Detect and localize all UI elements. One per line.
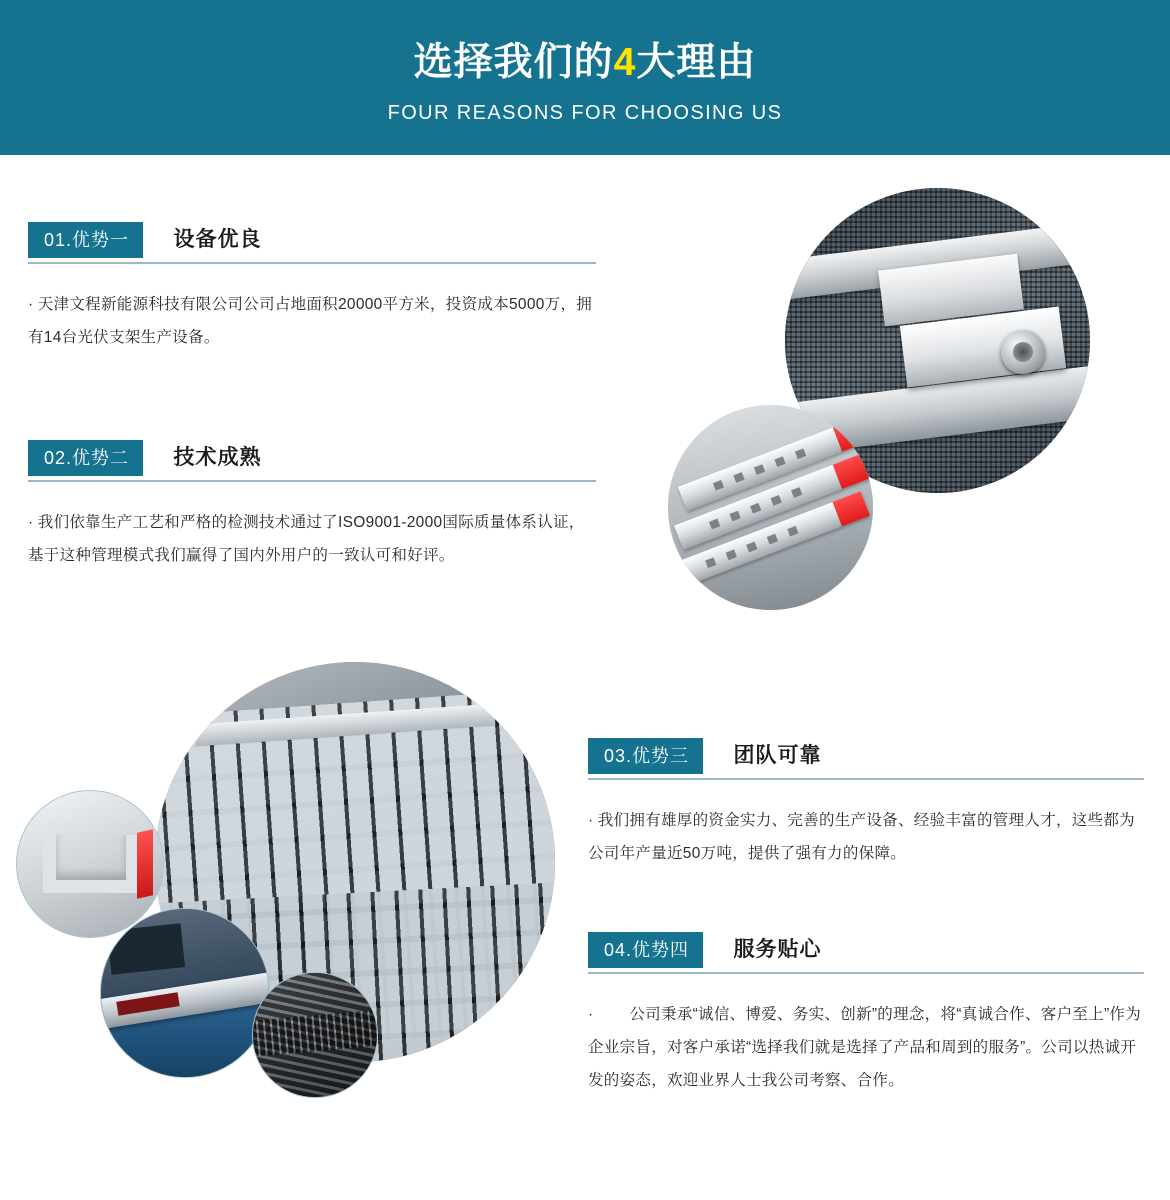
reason-2-bullet: · <box>28 514 34 531</box>
machine-housing <box>107 923 185 974</box>
reason-3-body: 我们拥有雄厚的资金实力、完善的生产设备、经验丰富的管理人才，这些都为公司年产量近50万吨，提供了强有力的保障。 <box>588 812 1135 862</box>
reason-3-body-wrap <box>588 804 1144 870</box>
reason-4-heading <box>588 932 1144 972</box>
roll-forming-machine-photo <box>100 908 270 1078</box>
reason-1-bullet: · <box>28 296 34 313</box>
reason-block-3 <box>588 738 1144 870</box>
page-subtitle: FOUR REASONS FOR CHOOSING US <box>387 101 783 124</box>
u-profile-shape <box>43 835 139 893</box>
reason-block-1 <box>28 222 596 354</box>
reason-block-4 <box>588 932 1144 1097</box>
reason-2-title: 技术成熟 <box>173 446 262 469</box>
page-title-prefix: 选择我们的 <box>413 41 614 84</box>
reason-3-bullet: · <box>588 812 594 829</box>
reason-2-heading <box>28 440 596 480</box>
reason-4-title: 服务贴心 <box>733 938 822 961</box>
reason-1-divider <box>28 262 596 264</box>
reason-3-title: 团队可靠 <box>733 744 822 767</box>
u-profile-red-end <box>137 829 153 898</box>
reason-1-heading <box>28 222 596 262</box>
page-title <box>0 42 1170 85</box>
reason-3-divider <box>588 778 1144 780</box>
page-header <box>0 0 1170 155</box>
reason-2-badge: 02.优势二 <box>28 440 143 476</box>
reason-4-body-wrap <box>588 998 1144 1097</box>
reason-1-badge: 01.优势一 <box>28 222 143 258</box>
steel-coil-bundle-photo <box>252 972 378 1098</box>
page-title-suffix: 大理由 <box>636 41 757 84</box>
reason-4-badge: 04.优势四 <box>588 932 703 968</box>
page-title-accent: 4 <box>613 41 637 84</box>
reason-4-divider <box>588 972 1144 974</box>
hex-bolt-icon <box>1001 330 1045 374</box>
red-tipped-steel-channel-bundle-photo <box>668 405 873 610</box>
reason-1-title: 设备优良 <box>173 228 262 251</box>
reason-2-body-wrap <box>28 506 596 572</box>
reason-4-bullet: · <box>588 1006 594 1023</box>
reason-3-badge: 03.优势三 <box>588 738 703 774</box>
reason-3-heading <box>588 738 1144 778</box>
reason-4-body: 公司秉承“诚信、博爱、务实、创新”的理念，将“真诚合作、客户至上”作为企业宗旨，对客户承诺“选择我们就是选择了产品和周到的服务”。公司以热诚开发的姿态，欢迎业界人士我公司考察、合作。 <box>588 1006 1142 1089</box>
reason-block-2 <box>28 440 596 572</box>
reason-1-body-wrap <box>28 288 596 354</box>
reason-1-body: 天津文程新能源科技有限公司公司占地面积20000平方米，投资成本5000万，拥有14台光伏支架生产设备。 <box>28 296 593 346</box>
reason-2-divider <box>28 480 596 482</box>
reason-2-body: 我们依靠生产工艺和严格的检测技术通过了ISO9001-2000国际质量体系认证，基于这种管理模式我们赢得了国内外用户的一致认可和好评。 <box>28 514 585 564</box>
